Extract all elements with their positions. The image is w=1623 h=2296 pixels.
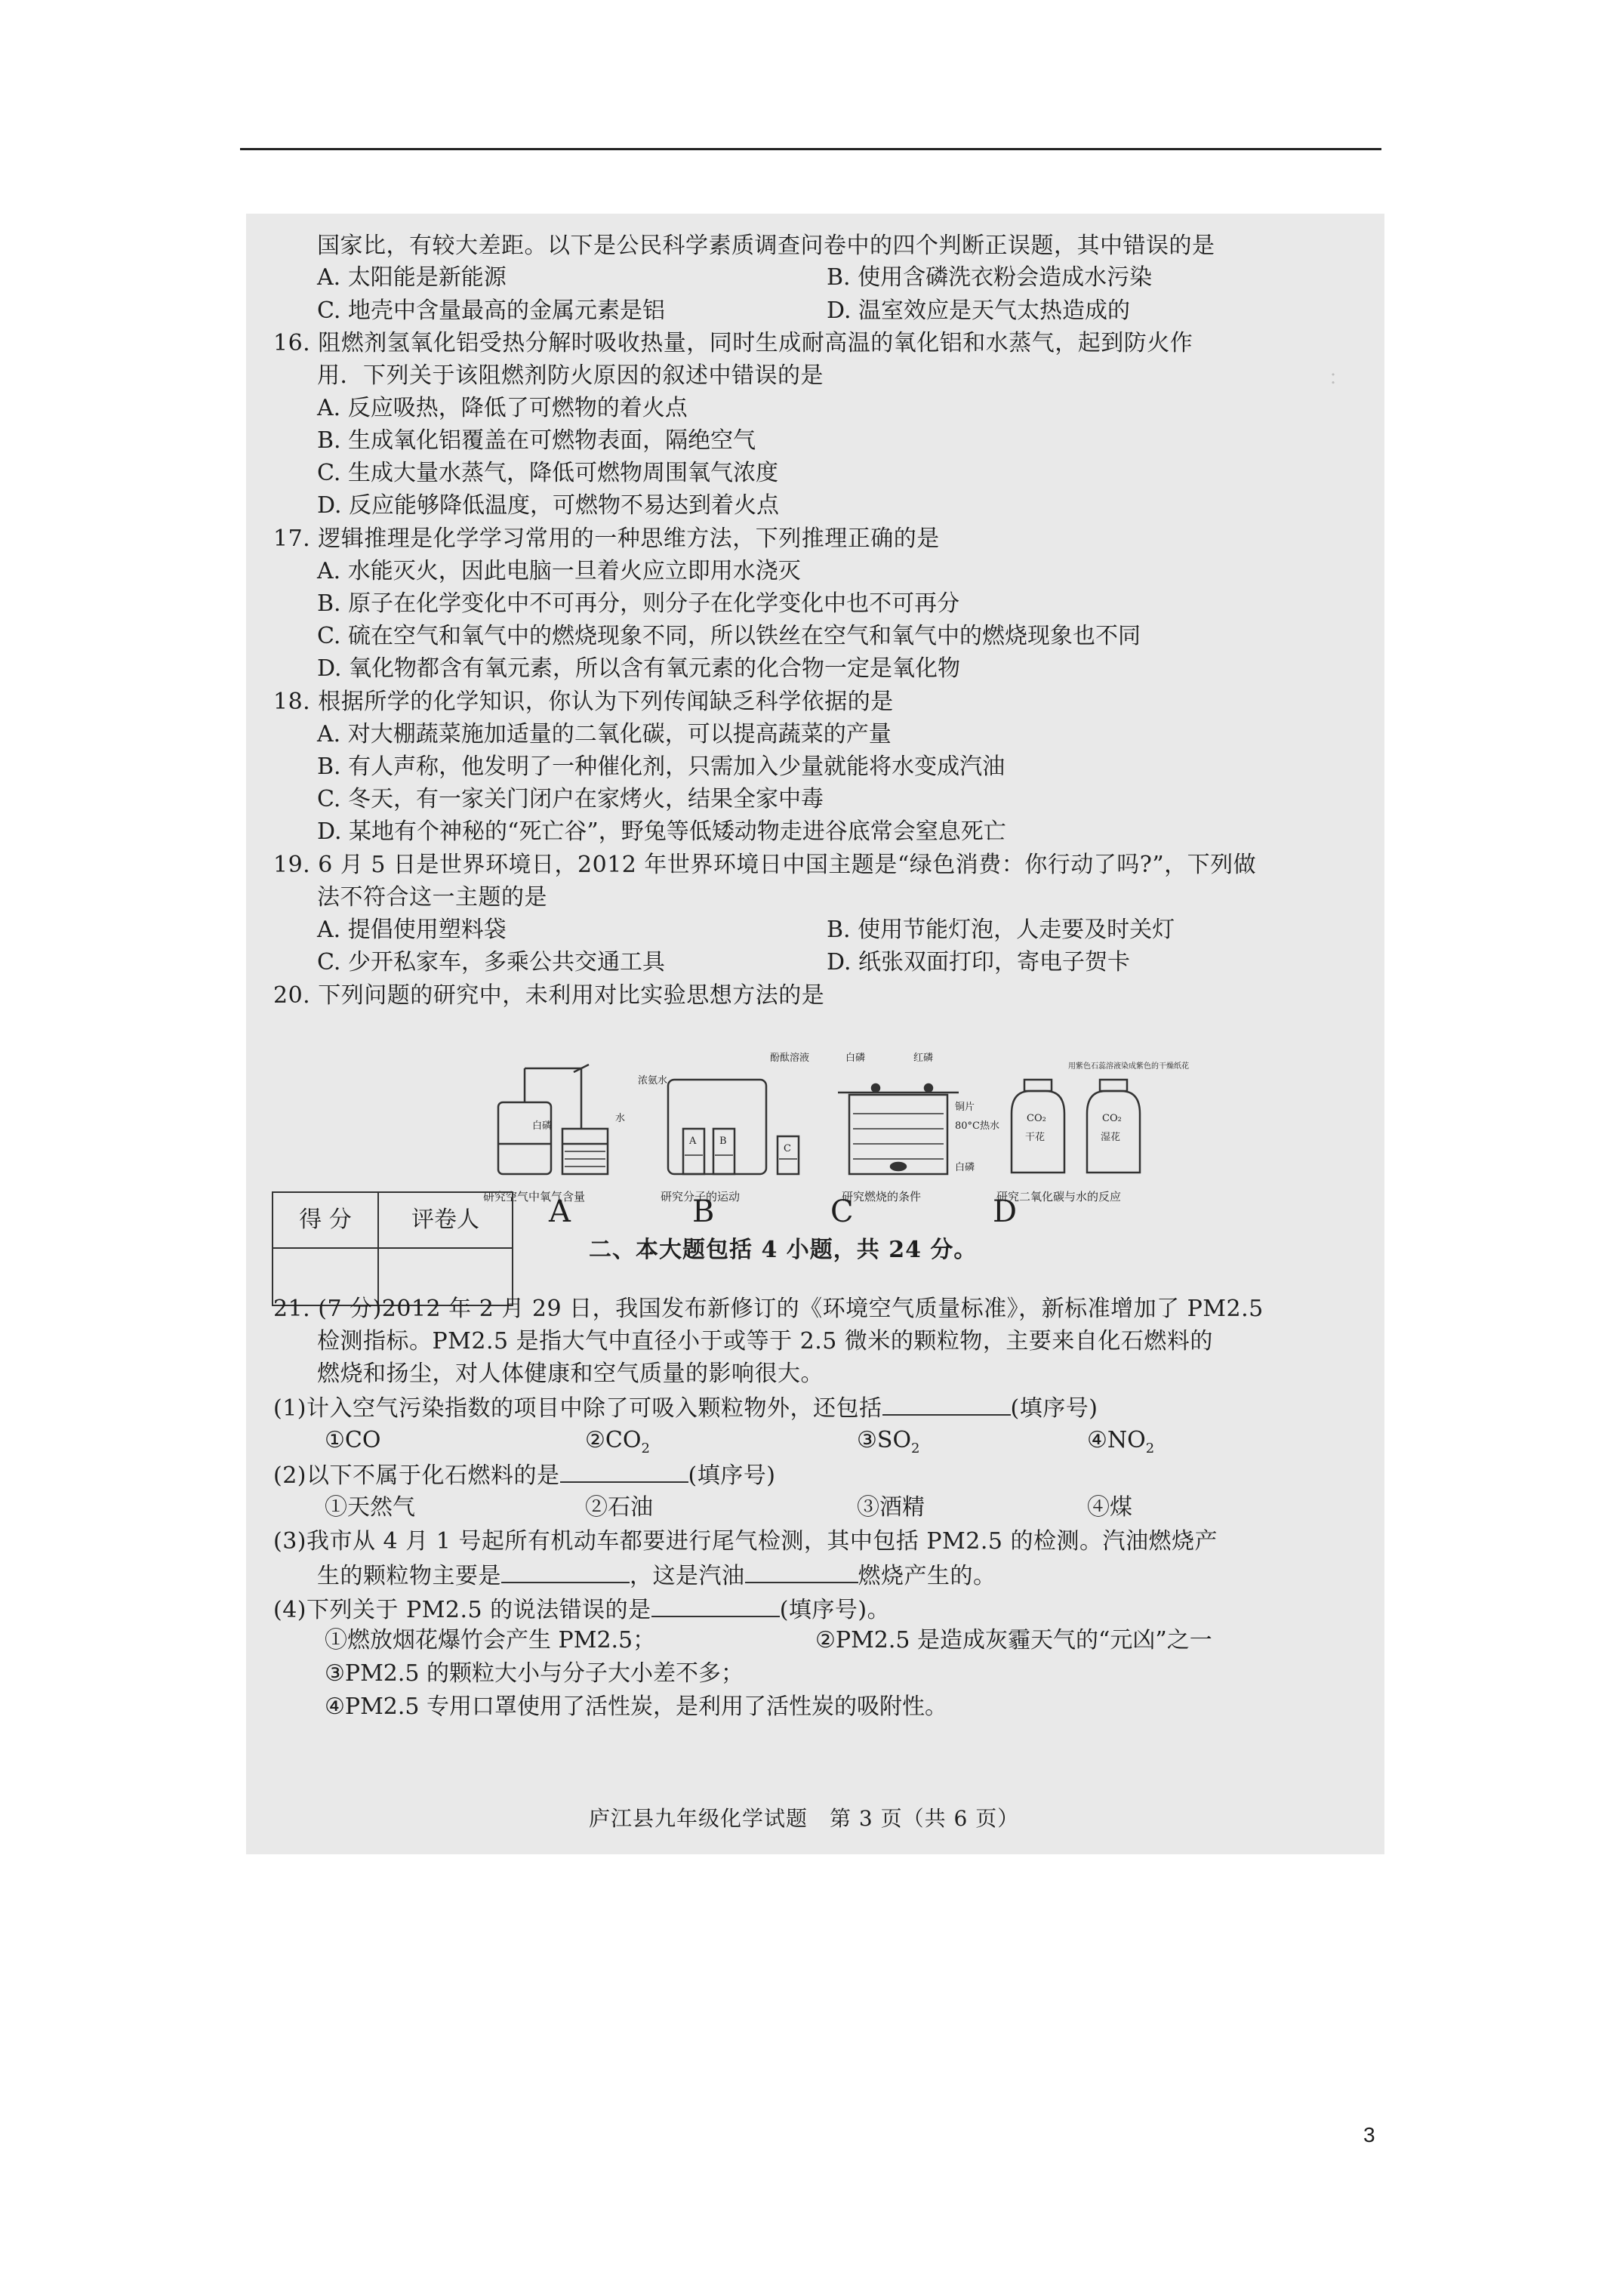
figure-d-label-co2-left: CO₂ (1027, 1113, 1046, 1124)
q21-part1-text: (1)计入空气污染指数的项目中除了可吸入颗粒物外，还包括 (273, 1395, 882, 1422)
q17-option-d: D. 氧化物都含有氧元素，所以含有氧元素的化合物一定是氧化物 (317, 655, 961, 682)
q16-option-b: B. 生成氧化铝覆盖在可燃物表面，隔绝空气 (317, 427, 756, 454)
figure-b-label-c: C (784, 1143, 791, 1154)
q16-option-d: D. 反应能够降低温度，可燃物不易达到着火点 (317, 492, 780, 519)
q21-part2-answer-blank[interactable] (560, 1459, 688, 1483)
figure-letter-d: D (993, 1194, 1018, 1229)
figure-b-label-a: A (689, 1136, 697, 1147)
q19-option-c: C. 少开私家车，多乘公共交通工具 (317, 949, 665, 975)
q19-option-d: D. 纸张双面打印，寄电子贺卡 (827, 949, 1131, 975)
figure-letter-b: B (692, 1194, 715, 1229)
score-label: 得 分 (299, 1207, 352, 1233)
q17-option-c: C. 硫在空气和氧气中的燃烧现象不同，所以铁丝在空气和氧气中的燃烧现象也不同 (317, 623, 1141, 649)
q18-option-a: A. 对大棚蔬菜施加适量的二氧化碳，可以提高蔬菜的产量 (317, 721, 892, 747)
figure-letter-a: A (549, 1194, 571, 1229)
q17-option-b: B. 原子在化学变化中不可再分，则分子在化学变化中也不可再分 (317, 590, 960, 617)
figure-d-apparatus (1012, 1080, 1140, 1173)
q21-stem-line2: 检测指标。PM2.5 是指大气中直径小于或等于 2.5 微米的颗粒物，主要来自化石燃料的 (317, 1328, 1213, 1354)
q21-part1-tail: (填序号) (1010, 1395, 1098, 1422)
figure-d-label-litmus: 用紫色石蕊溶液染成紫色的干燥纸花 (1068, 1062, 1189, 1071)
figure-d-label-co2-right: CO₂ (1102, 1113, 1122, 1124)
q21-part1 (273, 1391, 1098, 1424)
header-rule (240, 148, 1381, 150)
figure-c-label-copper: 铜片 (955, 1102, 975, 1113)
q21-part3-answer-blank-1[interactable] (501, 1559, 630, 1583)
figure-c-label-hot-water: 80°C热水 (955, 1120, 999, 1132)
q15-option-c: C. 地壳中含量最高的金属元素是铝 (317, 297, 665, 324)
q21-p2-option-1: ①天然气 (325, 1494, 415, 1521)
figure-a-apparatus (498, 1065, 608, 1174)
q21-p1-option-1: ①CO (325, 1427, 381, 1453)
bleed-through-mark: ： (1329, 367, 1349, 390)
q21-p1-option-2: $②CO_2$ (585, 1427, 650, 1456)
q16-option-c: C. 生成大量水蒸气，降低可燃物周围氧气浓度 (317, 460, 778, 486)
q21-p4-item-2: ②PM2.5 是造成灰霾天气的“元凶”之一 (815, 1627, 1212, 1653)
figure-c-apparatus (838, 1084, 959, 1174)
q19-stem-line2: 法不符合这一主题的是 (317, 884, 547, 911)
page-number: 3 (1363, 2123, 1375, 2147)
q16-stem-line2: 用．下列关于该阻燃剂防火原因的叙述中错误的是 (317, 362, 824, 389)
q21-part2-text: (2)以下不属于化石燃料的是 (273, 1462, 560, 1489)
figure-c-label-white-p: 白磷 (845, 1052, 866, 1064)
figure-b-label-b: B (719, 1136, 727, 1147)
grader-label: 评卷人 (411, 1207, 479, 1233)
q21-p4-item-3: ③PM2.5 的颗粒大小与分子大小差不多； (325, 1660, 744, 1687)
q21-part4 (273, 1593, 890, 1626)
q21-part4-text: (4)下列关于 PM2.5 的说法错误的是 (273, 1597, 651, 1623)
figure-letter-c: C (830, 1194, 854, 1229)
q19-stem-line1: 19. 6 月 5 日是世界环境日，2012 年世界环境日中国主题是“绿色消费：你行动了吗?”，下列做 (273, 852, 1257, 878)
q21-p2-option-4: ④煤 (1087, 1494, 1132, 1521)
figure-d-label-wet: 湿花 (1101, 1132, 1121, 1143)
figure-a-label-water: 水 (615, 1113, 626, 1124)
q16-stem-line1: 16. 阻燃剂氢氧化铝受热分解时吸收热量，同时生成耐高温的氧化铝和水蒸气，起到防火作 (273, 330, 1193, 356)
q21-stem-line1: 21. (7 分)2012 年 2 月 29 日，我国发布新修订的《环境空气质量标准》，新标准增加了 PM2.5 (273, 1296, 1264, 1322)
q16-option-a: A. 反应吸热，降低了可燃物的着火点 (317, 395, 688, 421)
figure-b-label-ammonia: 浓氨水 (638, 1075, 668, 1086)
q21-p1-option-4: $④NO_2$ (1087, 1427, 1155, 1456)
figure-b-caption: 研究分子的运动 (661, 1190, 741, 1203)
q18-option-d: D. 某地有个神秘的“死亡谷”，野兔等低矮动物走进谷底常会窒息死亡 (317, 818, 1006, 845)
q21-stem-line3: 燃烧和扬尘，对人体健康和空气质量的影响很大。 (317, 1361, 824, 1387)
q21-part2-tail: (填序号) (688, 1462, 776, 1489)
q19-option-b: B. 使用节能灯泡，人走要及时关灯 (827, 917, 1175, 943)
figure-c-label-white-p-water: 白磷 (955, 1162, 975, 1173)
figure-a-caption: 研究空气中氧气含量 (483, 1190, 586, 1203)
q21-part3-answer-blank-2[interactable] (745, 1559, 858, 1583)
figure-c-caption: 研究燃烧的条件 (842, 1190, 922, 1203)
q15-stem: 国家比，有较大差距。以下是公民科学素质调查问卷中的四个判断正误题，其中错误的是 (317, 233, 1215, 259)
score-table (272, 1191, 513, 1306)
page-footer: 庐江县九年级化学试题 第 3 页（共 6 页） (589, 1806, 1020, 1831)
q21-p4-item-4: ④PM2.5 专用口罩使用了活性炭，是利用了活性炭的吸附性。 (325, 1693, 948, 1720)
figure-c-label-red-p: 红磷 (913, 1052, 934, 1064)
q17-stem: 17. 逻辑推理是化学学习常用的一种思维方法，下列推理正确的是 (273, 525, 940, 552)
figure-b-apparatus (668, 1080, 799, 1174)
q18-option-c: C. 冬天，有一家关门闭户在家烤火，结果全家中毒 (317, 786, 824, 812)
q18-stem: 18. 根据所学的化学知识，你认为下列传闻缺乏科学依据的是 (273, 689, 894, 715)
figure-a-label-phosphorus: 白磷 (532, 1120, 553, 1132)
figure-d-caption: 研究二氧化碳与水的反应 (996, 1190, 1122, 1203)
q15-option-d: D. 温室效应是天气太热造成的 (827, 297, 1131, 324)
q21-p4-item-1: ①燃放烟花爆竹会产生 PM2.5； (325, 1627, 656, 1653)
q15-option-a: A. 太阳能是新能源 (317, 264, 507, 291)
figure-d-label-dry: 干花 (1025, 1132, 1046, 1143)
q18-option-b: B. 有人声称，他发明了一种催化剂，只需加入少量就能将水变成汽油 (317, 754, 1006, 780)
q21-part4-tail: (填序号)。 (779, 1597, 891, 1623)
q21-part4-answer-blank[interactable] (651, 1593, 780, 1617)
q21-part3-line1: (3)我市从 4 月 1 号起所有机动车都要进行尾气检测，其中包括 PM2.5 的检测。汽油燃烧产 (273, 1528, 1218, 1555)
q21-p1-option-3: $③SO_2$ (857, 1427, 920, 1456)
q19-option-a: A. 提倡使用塑料袋 (317, 917, 507, 943)
q21-part1-answer-blank[interactable] (882, 1391, 1011, 1416)
q20-stem: 20. 下列问题的研究中，未利用对比实验思想方法的是 (273, 982, 825, 1009)
q15-option-b: B. 使用含磷洗衣粉会造成水污染 (827, 264, 1153, 291)
q21-part3-line2: 生的颗粒物主要是 ，这是汽油 燃烧产生的。 (317, 1559, 996, 1592)
q17-option-a: A. 水能灭火，因此电脑一旦着火应立即用水浇灭 (317, 558, 801, 584)
section-2-title: 二、本大题包括 4 小题，共 24 分。 (589, 1237, 978, 1263)
q21-p2-option-3: ③酒精 (857, 1494, 925, 1521)
q21-p2-option-2: ②石油 (585, 1494, 653, 1521)
q20-experiment-figures (468, 1038, 1189, 1234)
q21-part2 (273, 1459, 775, 1491)
figure-b-label-phenolphthalein: 酚酞溶液 (770, 1052, 810, 1064)
